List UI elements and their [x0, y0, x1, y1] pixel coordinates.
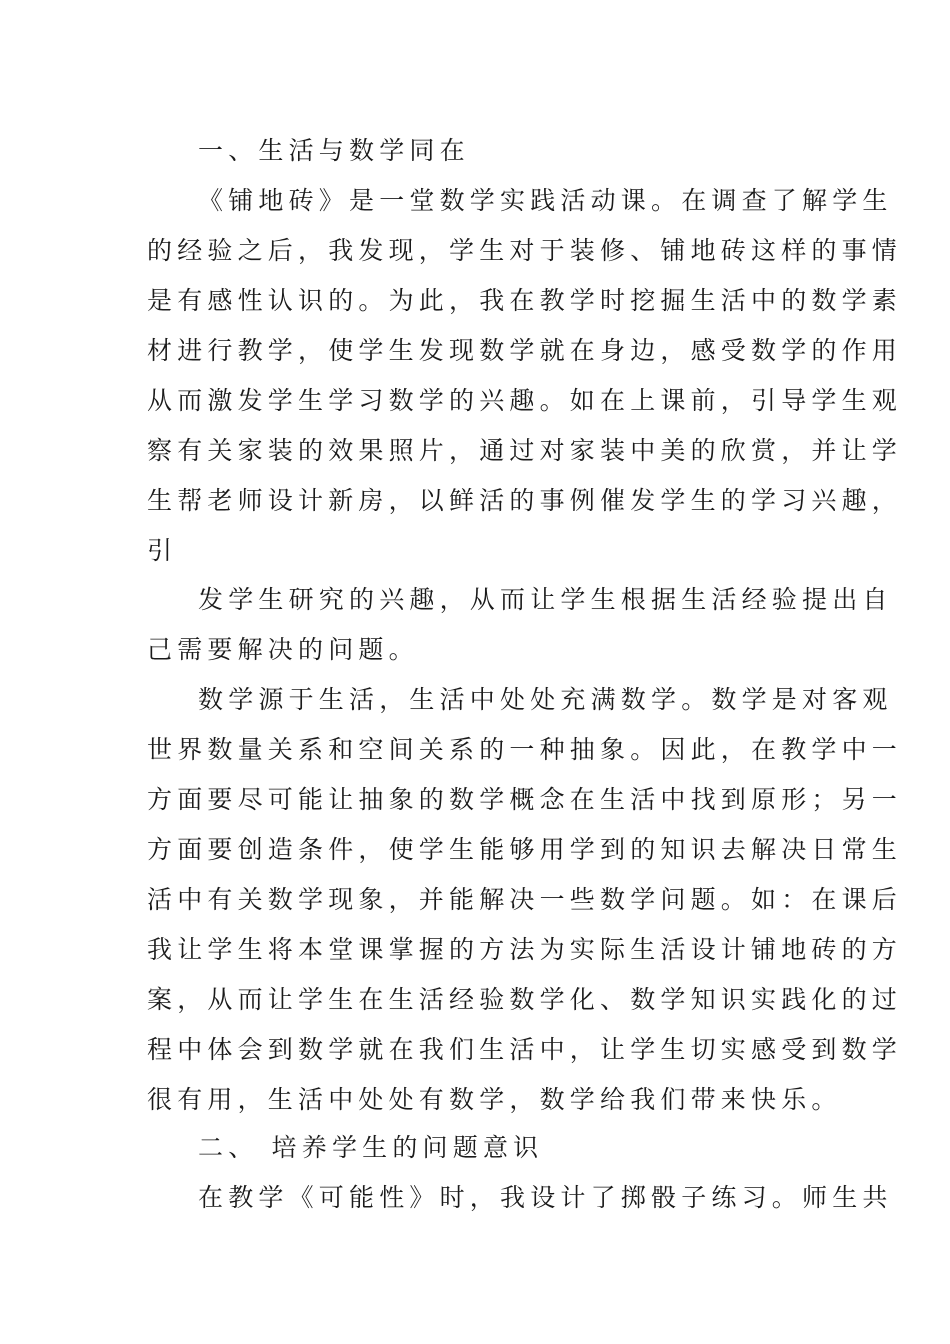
paragraph-line: 程中体会到数学就在我们生活中，让学生切实感受到数学	[147, 1035, 903, 1064]
paragraph-line: 的经验之后，我发现，学生对于装修、铺地砖这样的事情	[147, 236, 903, 265]
paragraph-line: 世界数量关系和空间关系的一种抽象。因此，在教学中一	[147, 735, 903, 764]
paragraph-line: 很有用，生活中处处有数学，数学给我们带来快乐。	[147, 1085, 842, 1114]
paragraph-line: 我让学生将本堂课掌握的方法为实际生活设计铺地砖的方	[147, 935, 903, 964]
paragraph-line: 方面要尽可能让抽象的数学概念在生活中找到原形；另一	[147, 785, 903, 814]
paragraph-line: 案，从而让学生在生活经验数学化、数学知识实践化的过	[147, 985, 903, 1014]
section-heading-2: 二、 培养学生的问题意识	[198, 1133, 544, 1162]
paragraph-line: 引	[147, 536, 178, 565]
paragraph-line: 数学源于生活，生活中处处充满数学。数学是对客观	[198, 685, 893, 714]
paragraph-line: 材进行教学，使学生发现数学就在身边，感受数学的作用	[147, 336, 903, 365]
paragraph-line: 己需要解决的问题。	[147, 635, 419, 664]
section-heading-1: 一、生活与数学同在	[198, 136, 470, 165]
paragraph-line: 方面要创造条件，使学生能够用学到的知识去解决日常生	[147, 835, 903, 864]
paragraph-line: 活中有关数学现象，并能解决一些数学问题。如：在课后	[147, 885, 903, 914]
paragraph-line: 察有关家装的效果照片，通过对家装中美的欣赏，并让学	[147, 436, 903, 465]
paragraph-line: 是有感性认识的。为此，我在教学时挖掘生活中的数学素	[147, 286, 903, 315]
paragraph-line: 生帮老师设计新房，以鲜活的事例催发学生的学习兴趣，	[147, 486, 903, 515]
paragraph-line: 在教学《可能性》时，我设计了掷骰子练习。师生共	[198, 1183, 893, 1212]
paragraph-line: 发学生研究的兴趣，从而让学生根据生活经验提出自	[198, 585, 893, 614]
paragraph-line: 《铺地砖》是一堂数学实践活动课。在调查了解学生	[198, 186, 893, 215]
paragraph-line: 从而激发学生学习数学的兴趣。如在上课前，引导学生观	[147, 386, 903, 415]
